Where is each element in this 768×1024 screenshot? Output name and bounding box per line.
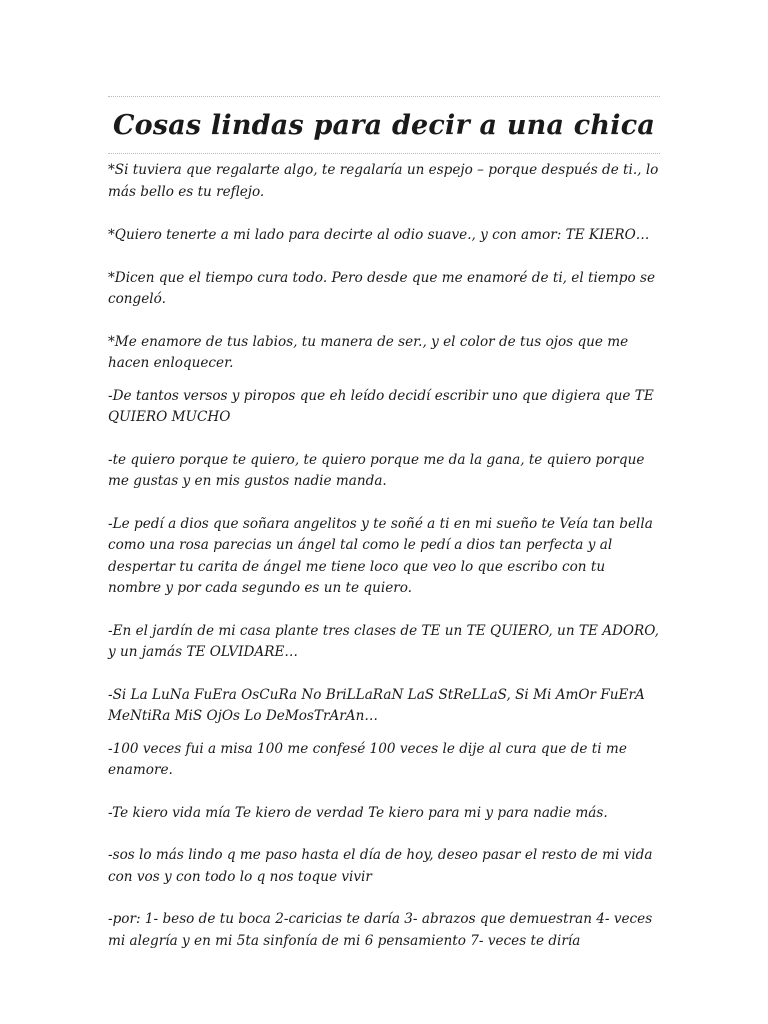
paragraph: -En el jardín de mi casa plante tres clases de TE un TE QUIERO, un TE ADORO, y un jamás TE OLVIDARE… [108, 622, 659, 660]
paragraph: -Si La LuNa FuEra OsCuRa No BriLLaRaN LaS StReLLaS, Si Mi AmOr FuErA MeNtiRa MiS OjOs Lo DeMosTrArAn… [108, 686, 645, 724]
paragraph: -100 veces fui a misa 100 me confesé 100 veces le dije al cura que de ti me enamore. [108, 740, 627, 778]
paragraph: *Dicen que el tiempo cura todo. Pero desde que me enamoré de ti, el tiempo se congeló. [108, 269, 655, 307]
document-title: Cosas lindas para decir a una chica [112, 110, 656, 141]
document-page [108, 96, 660, 952]
paragraph: -Te kiero vida mía Te kiero de verdad Te kiero para mi y para nadie más. [108, 804, 608, 821]
top-divider [108, 96, 660, 97]
title-divider [108, 153, 660, 154]
paragraph: *Si tuviera que regalarte algo, te regalaría un espejo – porque después de ti., lo más bello es tu reflejo. [108, 162, 659, 200]
paragraph: *Quiero tenerte a mi lado para decirte al odio suave., y con amor: TE KIERO… [108, 227, 650, 243]
paragraph: -te quiero porque te quiero, te quiero porque me da la gana, te quiero porque me gustas y en mis gustos nadie manda. [108, 451, 645, 489]
paragraph: *Me enamore de tus labios, tu manera de ser., y el color de tus ojos que me hacen enloquecer. [108, 333, 629, 371]
paragraph: -De tantos versos y piropos que eh leído decidí escribir uno que digiera que TE QUIERO MUCHO [108, 387, 654, 425]
paragraph: -por: 1- beso de tu boca 2-caricias te daría 3- abrazos que demuestran 4- veces mi alegría y en mi 5ta sinfonía de mi 6 pensamiento 7- veces te diría [108, 911, 653, 949]
paragraph: -Le pedí a dios que soñara angelitos y te soñé a ti en mi sueño te Veía tan bella como una rosa parecias un ángel tal como le pedí a dios tan perfecta y al despertar tu carita de ángel me tiene loco que veo lo que escribo con tu nombre y por cada segundo es un te quiero. [108, 515, 653, 596]
paragraph: -sos lo más lindo q me paso hasta el día de hoy, deseo pasar el resto de mi vida con vos y con todo lo q nos toque vivir [108, 847, 653, 885]
